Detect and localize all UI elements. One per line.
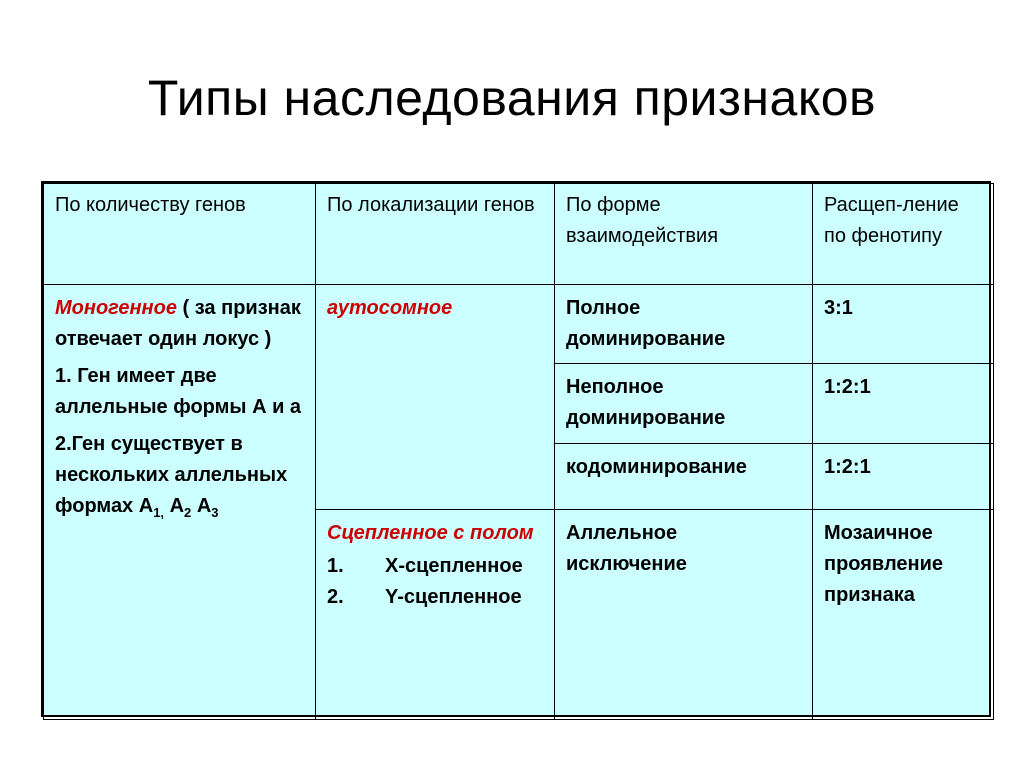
inheritance-table-container xyxy=(41,181,991,717)
header-by-gene-location: По локализации генов xyxy=(316,184,555,285)
phenotype-ratio-cell: 1:2:1 xyxy=(813,364,994,444)
interaction-form-cell: Полное доминирование xyxy=(555,285,813,364)
interaction-form-cell: Неполное доминирование xyxy=(555,364,813,444)
header-by-interaction-form: По форме взаимодействия xyxy=(555,184,813,285)
list-text: Y-сцепленное xyxy=(385,586,522,608)
inheritance-table xyxy=(43,183,994,720)
allele-subscript-2: 2 xyxy=(184,505,192,520)
monogenic-definition xyxy=(55,293,305,355)
monogenic-cell xyxy=(44,285,316,720)
table-row xyxy=(44,285,994,364)
allele-subscript-3: 3 xyxy=(211,505,219,520)
allele-separator-1: А xyxy=(164,495,185,517)
list-item xyxy=(327,551,544,582)
interaction-form-cell: Аллельное исключение xyxy=(555,510,813,720)
allele-subscript-1: 1, xyxy=(153,505,165,520)
allele-separator-2: А xyxy=(191,495,212,517)
header-by-gene-count: По количеству генов xyxy=(44,184,316,285)
list-number: 2. xyxy=(327,586,344,608)
monogenic-term: Моногенное xyxy=(55,297,177,319)
interaction-form-cell: кодоминирование xyxy=(555,444,813,510)
monogenic-point-2 xyxy=(55,429,305,522)
autosomal-term: аутосомное xyxy=(327,297,453,319)
monogenic-point-1: 1. Ген имеет две аллельные формы А и а xyxy=(55,365,302,418)
phenotype-ratio-cell: 1:2:1 xyxy=(813,444,994,510)
phenotype-ratio-cell: Мозаичное проявление признака xyxy=(813,510,994,720)
sex-linked-term: Сцепленное с полом xyxy=(327,522,534,544)
monogenic-desc: ( за признак отвечает один локус ) xyxy=(55,297,301,350)
phenotype-ratio-cell: 3:1 xyxy=(813,285,994,364)
slide-title: Типы наследования признаков xyxy=(147,70,877,126)
list-number: 1. xyxy=(327,555,344,577)
autosomal-cell xyxy=(316,285,555,510)
sex-linked-cell xyxy=(316,510,555,720)
table-header-row xyxy=(44,184,994,285)
list-text: Х-сцепленное xyxy=(385,555,523,577)
list-item xyxy=(327,582,544,613)
monogenic-point-2-text: 2.Ген существует в нескольких аллельных формах А xyxy=(55,433,288,517)
header-phenotype-ratio: Расщеп-ление по фенотипу xyxy=(813,184,994,285)
